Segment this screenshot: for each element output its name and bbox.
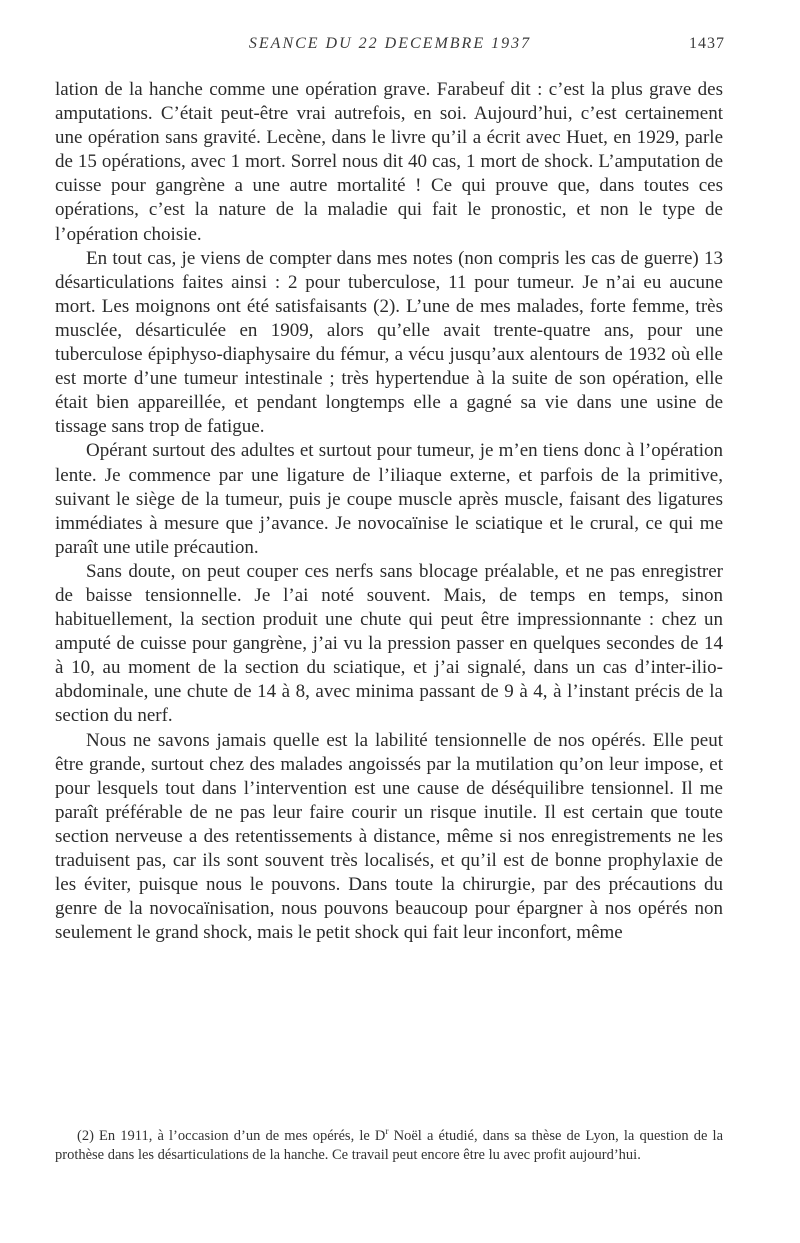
running-head [55,35,725,59]
footnote [55,1127,723,1164]
footnote-superscript: r [385,1127,389,1138]
footnote-paragraph [55,1127,723,1164]
paragraph-2: En tout cas, je viens de compter dans mes notes (non compris les cas de guerre) 13 désarticulations faites ainsi : 2 pour tuberculose, 11 pour tumeur. Je n’ai eu aucune mort. Les moignons ont été satisfaisants (2). L’une de mes malades, forte femme, très musclée, désarticulée en 1909, alors qu’elle avait trente-quatre ans, pour une tuberculose épiphyso-diaphysaire du fémur, a vécu jusqu’aux alentours de 1932 où elle est morte d’une tumeur intestinale ; très hypertendue à la suite de son opération, elle était bien appareillée, et pendant longtemps elle a gagné sa vie dans une usine de tissage sans trop de fatigue. [55,247,723,438]
paragraph-5: Nous ne savons jamais quelle est la labilité tensionnelle de nos opérés. Elle peut être grande, surtout chez des malades angoissés par la mutilation qu’on leur impose, et pour lesquels tout dans l’intervention est une cause de déséquilibre tensionnel. Il me paraît préférable de ne pas leur faire courir un risque inutile. Il est certain que toute section nerveuse a des retentissements à distance, même si nos enregistrements ne les traduisent pas, car ils sont souvent très localisés, et qu’il est de bonne prophylaxie de les éviter, puisque nous le pouvons. Dans toute la chirurgie, par des précautions du genre de la novocaïnisation, nous pouvons beaucoup pour épargner à nos opérés non seulement le grand shock, mais le petit shock qui fait leur inconfort, même [55,729,723,944]
paragraph-3: Opérant surtout des adultes et surtout pour tumeur, je m’en tiens donc à l’opération lente. Je commence par une ligature de l’iliaque externe, et parfois de la primitive, suivant le siège de la tumeur, puis je coupe muscle après muscle, faisant des ligatures immédiates à mesure que j’avance. Je novocaïnise le sciatique et le crural, ce qui me paraît une utile précaution. [55,440,723,558]
footnote-text-start: (2) En 1911, à l’occasion d’un de mes opérés, le D [77,1128,386,1144]
page-number: 1437 [689,35,725,52]
paragraph-4: Sans doute, on peut couper ces nerfs sans blocage préalable, et ne pas enregistrer de baisse tensionnelle. Je l’ai noté souvent. Mais, de temps en temps, sinon habituellement, la section produit une chute qui peut être impressionnante : chez un amputé de cuisse pour gangrène, j’ai vu la pression passer en quelques secondes de 14 à 10, au moment de la section du sciatique, et j’ai signalé, dans un cas d’inter-ilio-abdominale, une chute de 14 à 8, avec minima passant de 9 à 4, à l’instant précis de la section du nerf. [55,560,723,727]
footnote-text-end: Noël a étudié, dans sa thèse de Lyon, la question de la prothèse dans les désarticulations de la hanche. Ce travail peut encore être lu avec profit aujourd’hui. [55,1128,723,1163]
running-title: SEANCE DU 22 DECEMBRE 1937 [248,35,532,52]
body-text [55,78,723,945]
paragraph-1: lation de la hanche comme une opération grave. Farabeuf dit : c’est la plus grave des amputations. C’était peut-être vrai autrefois, en soi. Aujourd’hui, c’est certainement une opération sans gravité. Lecène, dans le livre qu’il a écrit avec Huet, en 1929, parle de 15 opérations, avec 1 mort. Sorrel nous dit 40 cas, 1 mort de shock. L’amputation de cuisse pour gangrène a une autre mortalité ! Ce qui prouve que, dans toutes ces opérations, c’est la nature de la maladie qui fait le pronostic, et non le type de l’opération choisie. [55,79,723,245]
